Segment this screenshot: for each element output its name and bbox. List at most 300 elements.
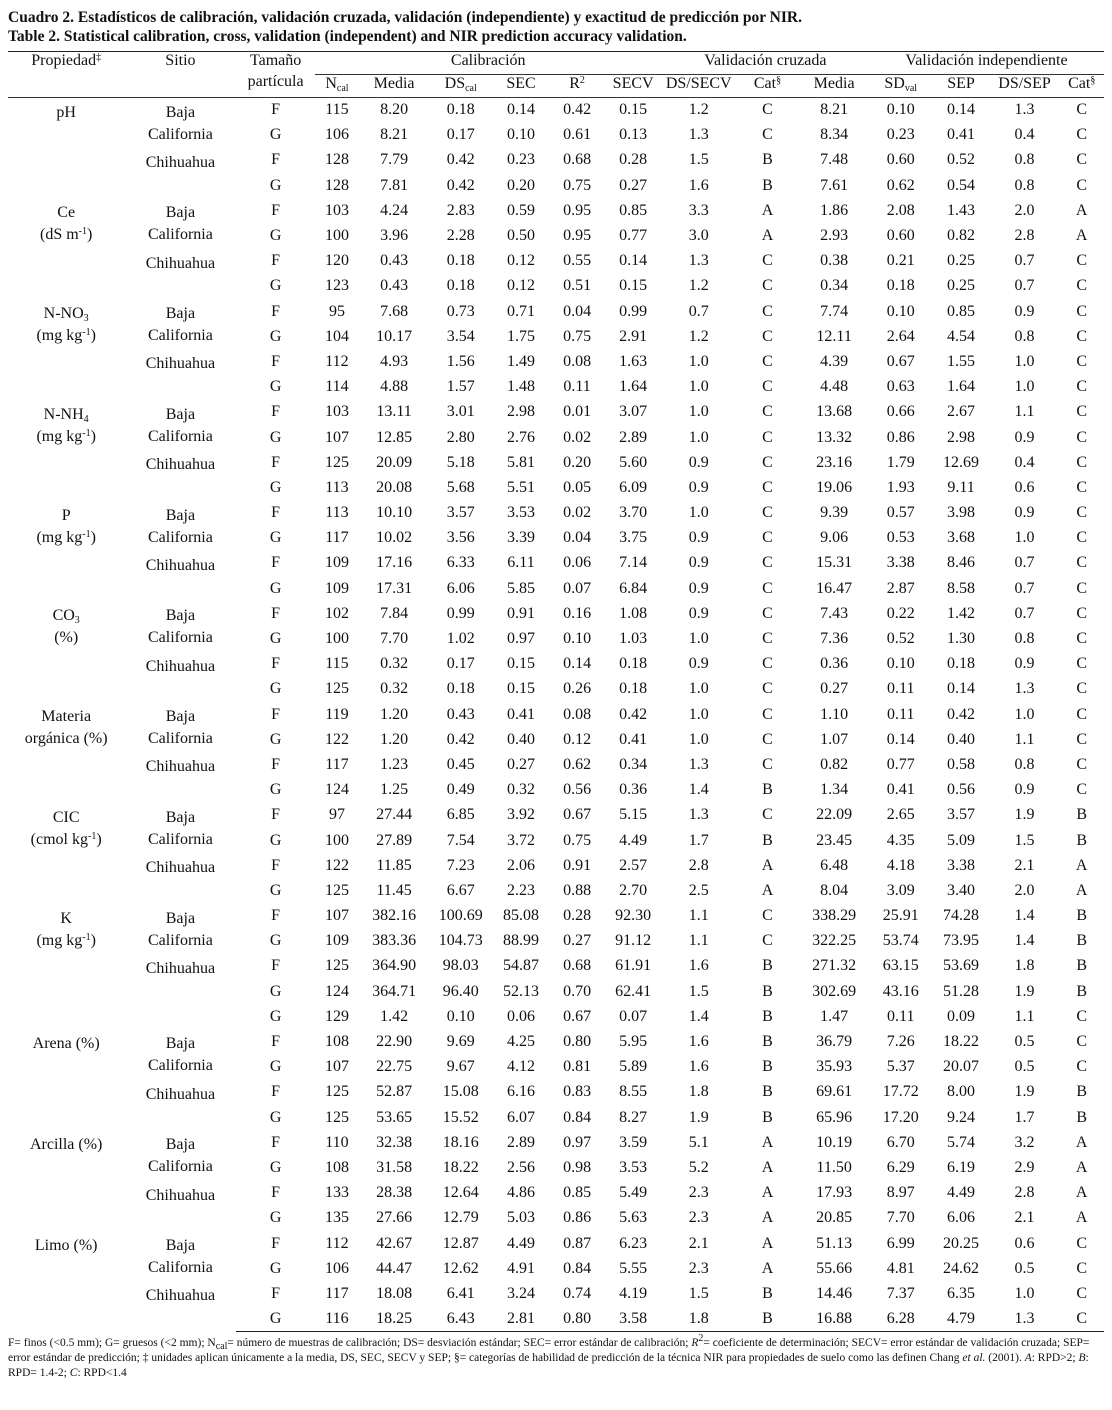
table-cell: 55.66	[816, 1259, 853, 1277]
table-cell: 100.69	[438, 907, 483, 925]
table-cell: 3.57	[947, 806, 976, 824]
table-cell: 2.70	[619, 881, 648, 899]
site-label: Baja	[165, 909, 196, 927]
table-cell: 0.01	[563, 403, 592, 421]
table-cell: 0.9	[1014, 781, 1035, 799]
table-cell: 0.6	[1014, 478, 1035, 496]
table-cell: 1.3	[1014, 680, 1035, 698]
table-cell: 3.09	[886, 881, 915, 899]
table-cell: B	[1076, 907, 1088, 925]
table-cell: 6.33	[446, 554, 475, 572]
table-cell: 0.14	[947, 101, 976, 119]
table-cell: 85.08	[503, 907, 539, 925]
table-cell: C	[1076, 529, 1088, 547]
table-cell: 69.61	[816, 1083, 853, 1101]
site-cell	[124, 501, 236, 551]
table-row	[8, 1080, 1104, 1105]
table-cell: 302.69	[812, 982, 857, 1000]
table-cell: 6.99	[886, 1234, 915, 1252]
table-cell: 0.43	[380, 252, 409, 270]
table-cell: 0.41	[507, 705, 535, 723]
table-cell: 1.0	[688, 504, 709, 522]
site-label: Baja	[165, 104, 196, 121]
table-cell: 10.17	[376, 327, 413, 345]
site-cell	[124, 299, 236, 349]
table-row	[8, 1231, 1104, 1256]
table-cell: 0.42	[446, 151, 475, 169]
table-cell: 3.92	[507, 806, 535, 824]
table-row	[8, 299, 1104, 324]
table-cell: B	[1076, 957, 1088, 975]
table-cell: 62.41	[615, 982, 652, 1000]
table-cell: 0.18	[446, 101, 475, 119]
table-cell: 1.5	[688, 151, 709, 169]
table-cell: 116	[315, 1307, 359, 1332]
site-label: California	[147, 1057, 213, 1075]
table-cell: 0.15	[507, 680, 535, 698]
table-cell: 110	[325, 1133, 349, 1151]
table-cell: 1.4	[1014, 907, 1035, 925]
table-cell: B	[762, 1108, 773, 1126]
table-cell: 5.03	[507, 1209, 535, 1227]
table-cell: 1.1	[1014, 730, 1035, 748]
table-cell: 7.81	[380, 176, 409, 194]
table-cell: B	[1076, 982, 1088, 1000]
table-cell: 0.61	[563, 126, 592, 144]
table-cell: C	[762, 755, 773, 773]
table-cell: C	[1076, 554, 1088, 572]
table-cell: 11.85	[376, 856, 412, 874]
property-cell: K (mg $kg^{-1}$)	[36, 909, 96, 949]
table-cell: 7.79	[380, 151, 409, 169]
table-cell: 0.11	[887, 705, 915, 723]
table-cell: G	[269, 176, 282, 194]
table-cell: 1.20	[380, 705, 409, 723]
table-cell: 0.62	[563, 755, 592, 773]
table-cell: C	[1076, 151, 1088, 169]
table-cell: 73.95	[943, 932, 980, 950]
table-cell: 271.32	[812, 957, 857, 975]
table-cell: 43.16	[882, 982, 919, 1000]
table-cell: 31.58	[376, 1158, 413, 1176]
table-cell: 10.02	[376, 529, 413, 547]
header-cat-val: Cat§	[1059, 75, 1104, 98]
table-cell: 125	[324, 680, 349, 698]
table-cell: F	[271, 352, 281, 370]
table-cell: 0.18	[446, 277, 475, 295]
table-cell: 4.24	[380, 201, 409, 219]
table-cell: 5.51	[507, 478, 535, 496]
property-cell: Materia orgánica (%)	[24, 708, 108, 747]
site-cell	[124, 904, 236, 954]
table-cell: 4.86	[507, 1184, 535, 1202]
table-cell: 13.11	[376, 403, 412, 421]
table-cell: 115	[325, 655, 349, 673]
table-cell: 12.69	[943, 453, 980, 471]
table-cell: 0.10	[446, 1007, 475, 1025]
table-cell: B	[762, 1033, 773, 1051]
table-cell: 125	[324, 453, 349, 471]
table-row	[8, 853, 1104, 878]
table-cell: 44.47	[376, 1259, 413, 1277]
table-cell: 0.10	[886, 302, 915, 320]
table-cell: 0.14	[886, 730, 915, 748]
table-cell: 3.98	[947, 504, 976, 522]
table-cell: 4.88	[380, 378, 409, 396]
header-validacion-independiente: Validación independiente	[869, 52, 1104, 75]
table-cell: 109	[324, 579, 349, 597]
table-cell: 0.75	[563, 327, 592, 345]
table-cell: 1.30	[947, 630, 976, 648]
table-cell: 0.04	[563, 529, 592, 547]
site-cell: Chihuahua	[145, 1085, 216, 1103]
table-cell: C	[1076, 630, 1088, 648]
table-cell: F	[271, 1033, 281, 1051]
table-cell: 0.50	[507, 227, 535, 245]
table-cell: 25.91	[882, 907, 919, 925]
table-cell: 52.87	[376, 1083, 413, 1101]
table-cell: 0.07	[563, 579, 592, 597]
table-cell: 107	[324, 907, 349, 925]
table-cell: 74.28	[943, 907, 980, 925]
table-cell: 95	[328, 302, 345, 320]
table-cell: 1.47	[820, 1007, 849, 1025]
table-cell: 0.18	[619, 680, 648, 698]
table-cell: 53.65	[376, 1108, 413, 1126]
table-cell: 53.69	[943, 957, 980, 975]
header-ds-cal: $DS_{cal}$	[429, 75, 492, 98]
table-cell: 3.40	[947, 881, 976, 899]
table-cell: F	[271, 302, 281, 320]
table-cell: 100	[324, 831, 349, 849]
table-cell: 8.58	[947, 579, 976, 597]
table-cell: 0.8	[1014, 630, 1035, 648]
table-cell: 17.31	[376, 579, 413, 597]
table-cell: 2.28	[446, 227, 475, 245]
table-cell: 119	[325, 705, 349, 723]
table-cell: 112	[325, 352, 349, 370]
table-cell: 124	[324, 781, 349, 799]
table-cell: 51.28	[943, 982, 980, 1000]
table-cell: 1.0	[688, 428, 709, 446]
table-cell: 3.3	[688, 201, 709, 219]
table-cell: 104.73	[438, 932, 483, 950]
table-cell: 0.06	[507, 1007, 535, 1025]
table-cell: 17.16	[376, 554, 413, 572]
table-cell: 2.98	[947, 428, 976, 446]
site-label: Baja	[165, 506, 196, 524]
table-cell: 0.88	[563, 881, 592, 899]
table-cell: 23.16	[816, 453, 853, 471]
table-cell: B	[1076, 932, 1088, 950]
table-cell: 103	[324, 403, 349, 421]
table-cell: 0.42	[446, 176, 475, 194]
table-cell: 0.67	[563, 1007, 592, 1025]
table-cell: 2.81	[492, 1307, 549, 1332]
site-cell: Chihuahua	[145, 959, 216, 977]
table-cell: C	[762, 302, 773, 320]
table-cell: A	[1075, 856, 1088, 874]
table-row	[8, 752, 1104, 777]
table-cell: 0.23	[886, 126, 915, 144]
table-cell: C	[762, 504, 773, 522]
table-cell: C	[762, 126, 773, 144]
table-cell: 3.07	[619, 403, 648, 421]
table-cell: 65.96	[816, 1108, 853, 1126]
table-cell: 1.0	[688, 352, 709, 370]
table-cell: 2.8	[1014, 227, 1035, 245]
table-cell: 122	[324, 730, 349, 748]
table-cell: 0.98	[563, 1158, 592, 1176]
table-cell: B	[762, 1058, 773, 1076]
table-cell: 0.22	[886, 604, 915, 622]
table-cell: 4.49	[947, 1184, 976, 1202]
table-cell: G	[269, 378, 282, 396]
table-row	[8, 98, 1104, 123]
table-cell: 0.9	[688, 529, 709, 547]
header-cat-cv: Cat§	[736, 75, 799, 98]
property-cell: Arcilla (%)	[29, 1136, 103, 1154]
table-cell: 0.12	[563, 730, 592, 748]
site-label: Baja	[165, 1236, 196, 1254]
table-cell: 0.40	[947, 730, 976, 748]
table-cell: 0.9	[688, 655, 709, 673]
caption-english: Table 2. Statistical calibration, cross, validation (independent) and NIR prediction accuracy validation.	[8, 28, 687, 45]
table-cell: 4.25	[507, 1033, 535, 1051]
table-cell: 51.13	[816, 1234, 853, 1252]
table-cell: 0.54	[947, 176, 976, 194]
table-cell: 13.68	[816, 403, 853, 421]
table-cell: A	[1075, 201, 1088, 219]
table-cell: 112	[325, 1234, 349, 1252]
table-cell: 0.99	[619, 302, 648, 320]
table-cell: 8.55	[619, 1083, 648, 1101]
table-cell: 1.49	[507, 352, 535, 370]
table-cell: F	[271, 1284, 281, 1302]
table-cell: 0.9	[1014, 302, 1035, 320]
table-cell: 2.3	[688, 1184, 709, 1202]
table-cell: 2.3	[688, 1259, 709, 1277]
table-cell: 1.64	[619, 378, 648, 396]
header-propiedad: Propiedad‡	[8, 52, 124, 75]
table-cell: 0.95	[563, 201, 592, 219]
table-cell: 107	[324, 428, 349, 446]
table-cell: 0.23	[507, 151, 535, 169]
table-cell: 0.40	[507, 730, 535, 748]
table-cell: C	[762, 428, 773, 446]
table-cell: C	[1076, 478, 1088, 496]
table-cell: 1.8	[1014, 957, 1035, 975]
caption-spanish: Cuadro 2. Estadísticos de calibración, validación cruzada, validación (independiente) y exactitud de predicción por NIR.	[8, 9, 802, 26]
table-row	[8, 249, 1104, 274]
table-cell: 1.2	[688, 101, 709, 119]
table-cell: 0.57	[886, 504, 915, 522]
table-row	[8, 601, 1104, 626]
table-cell: 2.0	[1014, 201, 1035, 219]
table-cell: G	[269, 1007, 282, 1025]
table-cell: 2.98	[507, 403, 535, 421]
table-cell: 9.11	[947, 478, 975, 496]
table-cell: 104	[324, 327, 349, 345]
table-cell: 4.49	[507, 1234, 535, 1252]
table-cell: 0.80	[550, 1307, 605, 1332]
table-cell: B	[762, 1007, 773, 1025]
table-cell: 0.18	[886, 277, 915, 295]
table-cell: 0.09	[947, 1007, 976, 1025]
table-cell: 0.82	[947, 227, 976, 245]
table-cell: 5.37	[886, 1058, 915, 1076]
table-cell: 0.16	[563, 604, 592, 622]
table-cell: 0.7	[1014, 252, 1035, 270]
table-cell: 0.25	[947, 252, 976, 270]
table-cell: 0.18	[947, 655, 976, 673]
table-cell: 2.56	[507, 1158, 535, 1176]
table-cell: 20.85	[816, 1209, 853, 1227]
table-cell: 1.1	[688, 907, 709, 925]
table-row	[8, 400, 1104, 425]
table-cell: C	[762, 478, 773, 496]
site-label: Baja	[165, 708, 196, 725]
table-cell: C	[1076, 352, 1088, 370]
table-cell: A	[1075, 1184, 1088, 1202]
table-cell: A	[761, 1133, 774, 1151]
property-cell: P (mg $kg^{-1}$)	[36, 506, 96, 546]
table-cell: 2.83	[446, 201, 475, 219]
table-cell: 0.18	[446, 252, 475, 270]
table-cell: 4.49	[619, 831, 648, 849]
table-cell: 0.41	[886, 781, 915, 799]
site-label: Baja	[165, 808, 196, 826]
table-cell: C	[762, 806, 773, 824]
table-cell: F	[271, 957, 281, 975]
table-cell: 1.2	[688, 327, 709, 345]
table-cell: 0.63	[886, 378, 915, 396]
table-cell: C	[1076, 755, 1088, 773]
table-cell: F	[271, 504, 281, 522]
table-cell: 0.10	[886, 655, 915, 673]
table-cell: 0.9	[1014, 504, 1035, 522]
table-cell: 97	[328, 806, 345, 824]
table-cell: 20.07	[943, 1058, 980, 1076]
table-cell: 0.13	[619, 126, 648, 144]
table-cell: 0.9	[688, 478, 709, 496]
table-cell: C	[762, 907, 773, 925]
property-cell: pH	[56, 104, 76, 121]
table-cell: G	[269, 982, 282, 1000]
table-cell: 0.49	[446, 781, 475, 799]
table-cell: 2.93	[820, 227, 849, 245]
table-cell: 20.25	[943, 1234, 980, 1252]
table-cell: 1.57	[446, 378, 475, 396]
table-cell: 2.3	[688, 1209, 709, 1227]
table-cell: 0.56	[947, 781, 976, 799]
table-cell: 0.91	[507, 604, 535, 622]
table-cell: 120	[324, 252, 349, 270]
table-cell: 4.35	[886, 831, 915, 849]
table-cell: 1.3	[688, 755, 709, 773]
table-cell: 0.85	[619, 201, 648, 219]
table-cell: 8.21	[380, 126, 409, 144]
table-cell: 6.06	[947, 1209, 976, 1227]
table-cell: 1.0	[688, 705, 709, 723]
table-cell: A	[761, 1259, 774, 1277]
table-cell: 6.48	[820, 856, 849, 874]
table-cell: 106	[324, 1259, 349, 1277]
table-cell: 1.7	[688, 831, 709, 849]
table-cell: C	[762, 705, 773, 723]
site-label: California	[147, 730, 213, 747]
table-cell: 8.27	[619, 1108, 648, 1126]
table-cell: 5.09	[947, 831, 976, 849]
table-cell: 0.32	[380, 655, 409, 673]
header-tamano: Tamaño	[236, 52, 314, 75]
table-cell: 0.74	[563, 1284, 592, 1302]
table-cell: B	[762, 781, 773, 799]
table-cell: 4.81	[886, 1259, 915, 1277]
table-cell: 0.87	[563, 1234, 592, 1252]
table-cell: 4.91	[507, 1259, 535, 1277]
table-cell: 10.19	[816, 1133, 853, 1151]
table-cell: 27.66	[376, 1209, 413, 1227]
table-cell: 0.34	[820, 277, 849, 295]
table-cell: 1.9	[1014, 982, 1035, 1000]
table-cell: 6.84	[619, 579, 648, 597]
table-cell: 0.17	[446, 126, 475, 144]
table-cell: 6.41	[446, 1284, 475, 1302]
table-cell: C	[762, 655, 773, 673]
table-cell: G	[236, 1307, 314, 1332]
property-cell: Ce (dS $m^{-1}$)	[40, 204, 93, 244]
table-cell: 0.5	[1014, 1058, 1035, 1076]
table-cell: 0.86	[563, 1209, 592, 1227]
table-cell: 2.76	[507, 428, 535, 446]
table-page	[8, 8, 1104, 1381]
table-cell: A	[761, 201, 774, 219]
table-cell: A	[1075, 1133, 1088, 1151]
table-cell: 0.27	[619, 176, 648, 194]
property-cell: Arena (%)	[32, 1035, 100, 1053]
table-cell: 27.44	[376, 806, 413, 824]
table-cell: 0.14	[619, 252, 648, 270]
table-cell: G	[269, 730, 282, 748]
table-cell: F	[271, 655, 281, 673]
table-cell: C	[762, 529, 773, 547]
table-row	[8, 1130, 1104, 1155]
table-cell: C	[1076, 655, 1088, 673]
table-cell: 1.1	[688, 932, 709, 950]
table-cell: 13.32	[816, 428, 853, 446]
table-cell: F	[271, 755, 281, 773]
table-cell: 0.21	[886, 252, 915, 270]
header-r2: $R^2$	[550, 75, 605, 98]
table-cell: 1.6	[688, 1058, 709, 1076]
table-cell: 2.0	[1014, 881, 1035, 899]
table-cell: 98.03	[442, 957, 479, 975]
table-cell: 1.5	[688, 1284, 709, 1302]
table-cell: 0.15	[507, 655, 535, 673]
table-cell: 27.89	[376, 831, 413, 849]
table-cell: 18.25	[359, 1307, 429, 1332]
table-cell: 1.0	[688, 378, 709, 396]
table-cell: 3.53	[507, 504, 535, 522]
table-cell: 2.87	[886, 579, 915, 597]
table-cell: 0.8	[1014, 151, 1035, 169]
table-cell: 15.08	[442, 1083, 479, 1101]
table-cell: 0.26	[563, 680, 592, 698]
table-cell: 0.45	[446, 755, 475, 773]
table-cell: 8.97	[886, 1184, 915, 1202]
table-cell: 12.79	[442, 1209, 479, 1227]
